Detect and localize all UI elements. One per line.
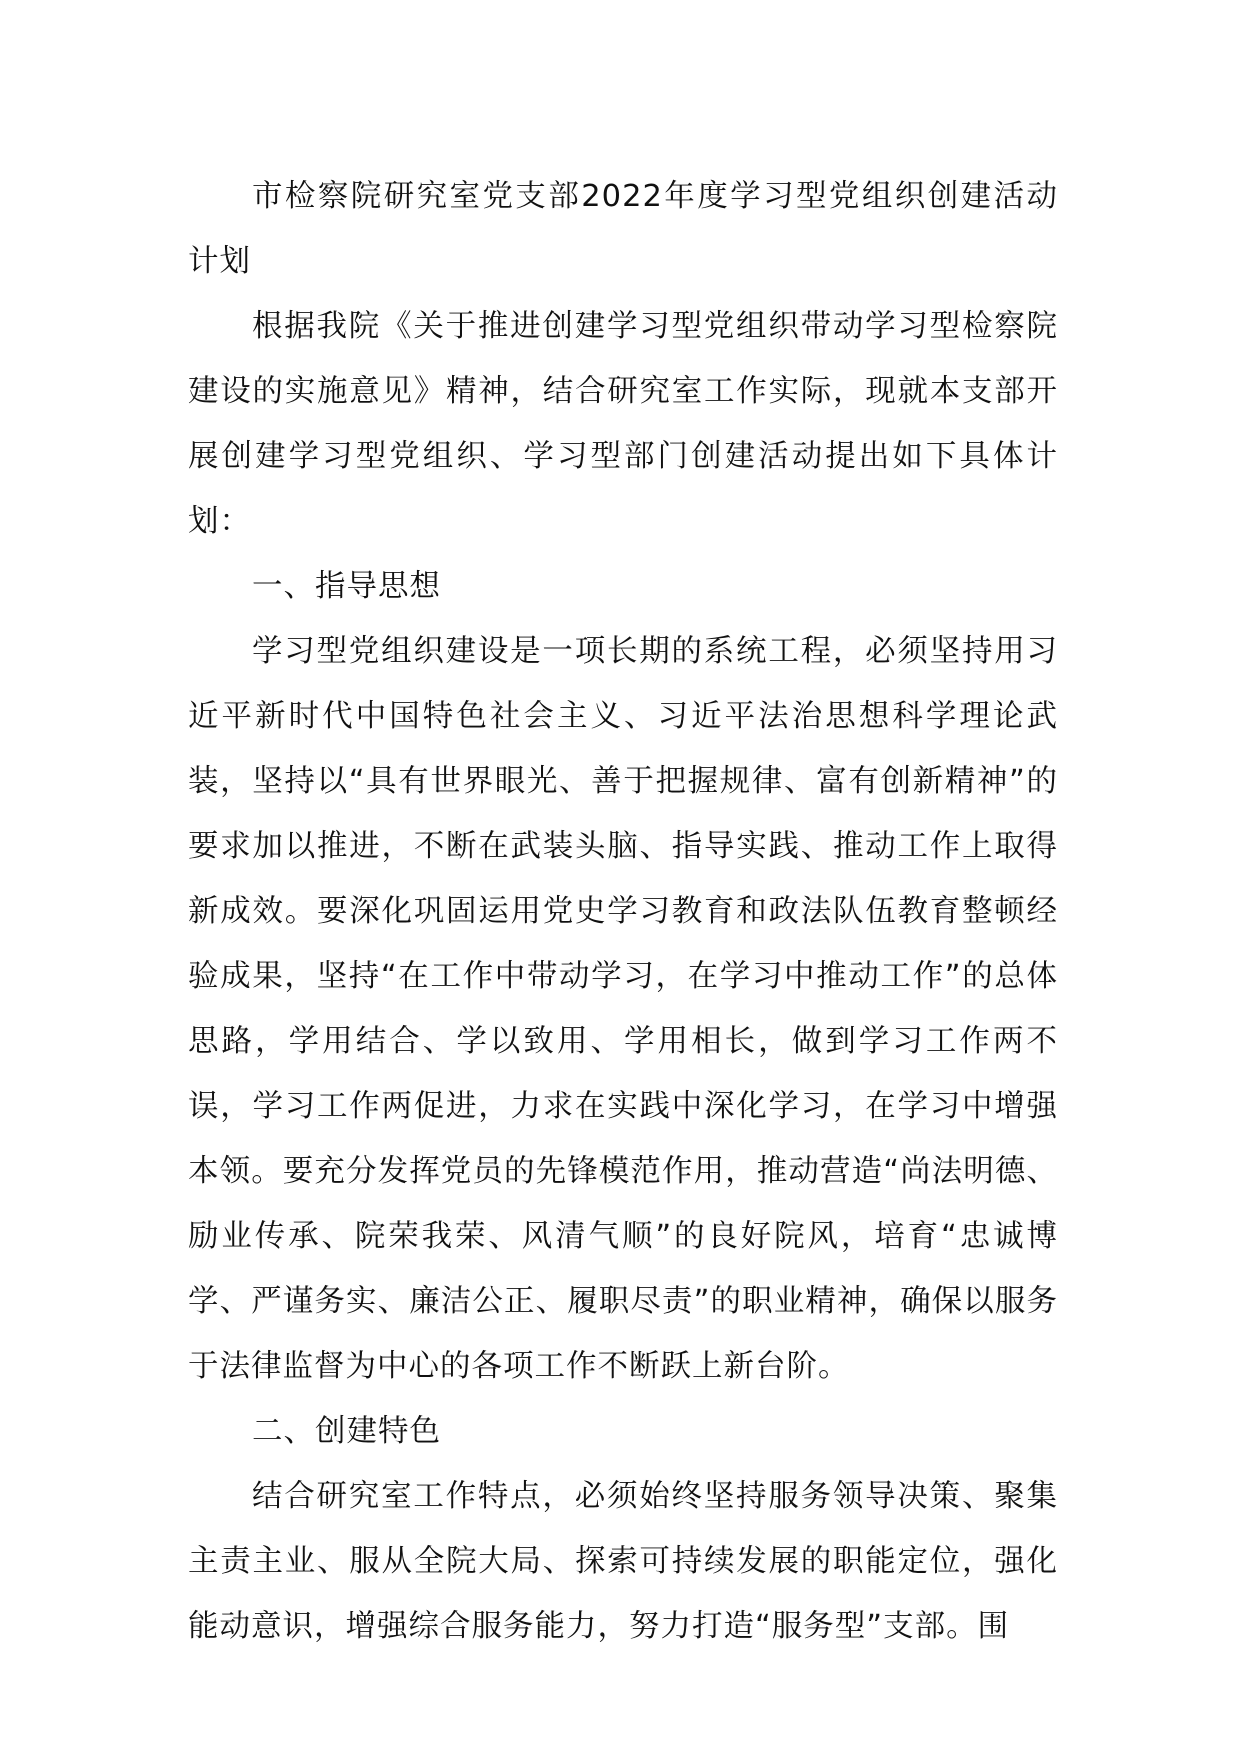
section-paragraph-creation-features: 结合研究室工作特点，必须始终坚持服务领导决策、聚集主责主业、服从全院大局、探索可持续发展的职能定位，强化能动意识，增强综合服务能力，努力打造“服务型”支部。围 bbox=[188, 1479, 1058, 1644]
document-body bbox=[188, 164, 1058, 1659]
document-title: 市检察院研究室党支部2022年度学习型党组织创建活动计划 bbox=[188, 179, 1058, 279]
intro-paragraph: 根据我院《关于推进创建学习型党组织带动学习型检察院建设的实施意见》精神，结合研究室工作实际，现就本支部开展创建学习型党组织、学习型部门创建活动提出如下具体计划： bbox=[188, 309, 1058, 539]
section-heading-guiding-ideology: 一、指导思想 bbox=[252, 569, 441, 604]
section-heading-creation-features: 二、创建特色 bbox=[252, 1414, 441, 1449]
section-paragraph-guiding-ideology: 学习型党组织建设是一项长期的系统工程，必须坚持用习近平新时代中国特色社会主义、习近平法治思想科学理论武装，坚持以“具有世界眼光、善于把握规律、富有创新精神”的要求加以推进，不断在武装头脑、指导实践、推动工作上取得新成效。要深化巩固运用党史学习教育和政法队伍教育整顿经验成果，坚持“在工作中带动学习，在学习中推动工作”的总体思路，学用结合、学以致用、学用相长，做到学习工作两不误，学习工作两促进，力求在实践中深化学习，在学习中增强本领。要充分发挥党员的先锋模范作用，推动营造“尚法明德、励业传承、院荣我荣、风清气顺”的良好院风，培育“忠诚博学、严谨务实、廉洁公正、履职尽责”的职业精神，确保以服务于法律监督为中心的各项工作不断跃上新台阶。 bbox=[188, 634, 1058, 1384]
